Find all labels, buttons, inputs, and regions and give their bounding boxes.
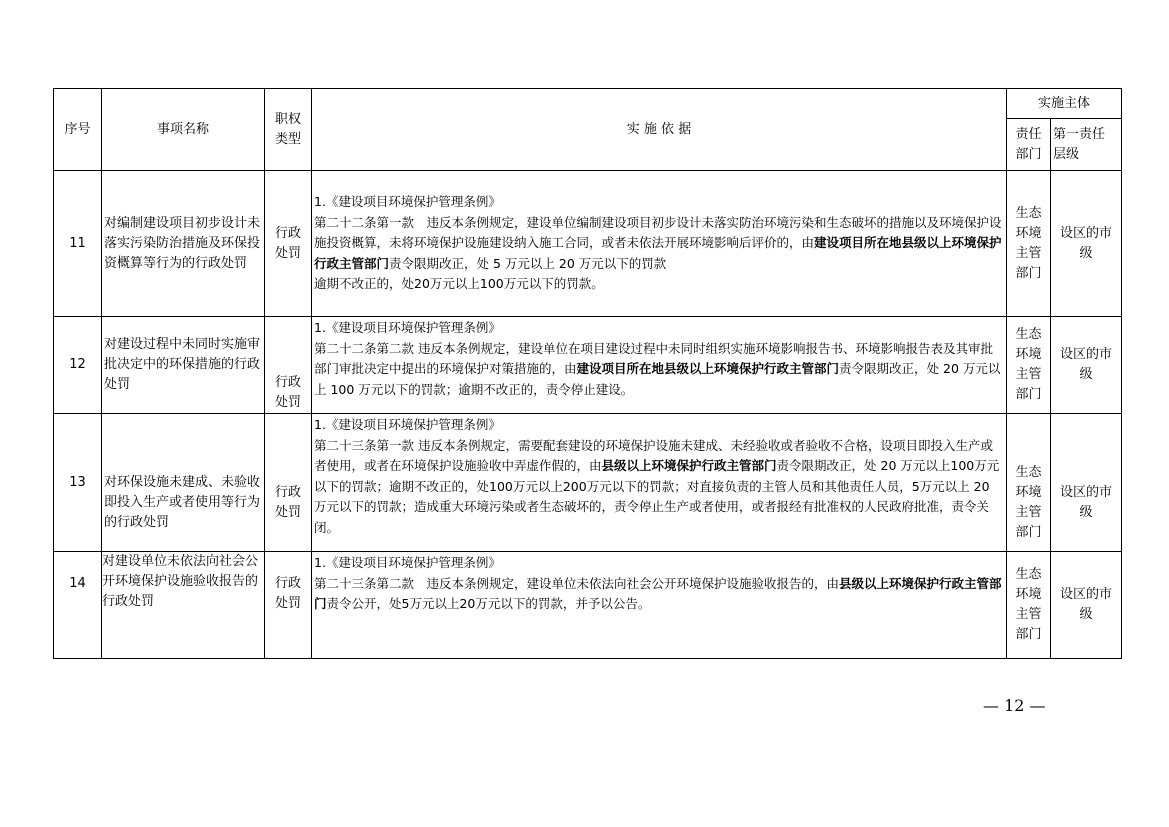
penalty-table [53, 88, 1122, 659]
row-type: 行政处罚 [265, 317, 312, 414]
header-num: 序号 [54, 89, 102, 171]
row-dept: 生态环境主管部门 [1007, 171, 1051, 317]
row-dept: 生态环境主管部门 [1007, 317, 1051, 414]
row-basis: 1.《建设项目环境保护管理条例》 第二十三条第二款 违反本条例规定，建设单位未依法向社会公开环境保护设施验收报告的，由县级以上环境保护行政主管部门责令公开，处5万元以上20万元以下的罚款，并予以公告。 [312, 552, 1007, 659]
row-type: 行政处罚 [265, 414, 312, 552]
row-level: 设区的市级 [1051, 171, 1122, 317]
row-level: 设区的市级 [1051, 552, 1122, 659]
table-row [54, 414, 1122, 552]
row-level: 设区的市级 [1051, 317, 1122, 414]
row-dept: 生态环境主管部门 [1007, 414, 1051, 552]
row-name: 对编制建设项目初步设计未落实污染防治措施及环保投资概算等行为的行政处罚 [102, 171, 265, 317]
header-dept: 责任部门 [1007, 119, 1051, 171]
header-level: 第一责任层级 [1051, 119, 1122, 171]
header-basis: 实 施 依 据 [312, 89, 1007, 171]
header-type: 职权类型 [265, 89, 312, 171]
row-num: 14 [54, 552, 102, 659]
header-subject: 实施主体 [1007, 89, 1122, 119]
row-num: 12 [54, 317, 102, 414]
header-name: 事项名称 [102, 89, 265, 171]
row-basis: 1.《建设项目环境保护管理条例》 第二十二条第一款 违反本条例规定，建设单位编制建设项目初步设计未落实防治环境污染和生态破坏的措施以及环境保护设施投资概算，未将环境保护设施建设纳入施工合同，或者未依法开展环境影响后评价的，由建设项目所在地县级以上环境保护行政主管部门责令限期改正，处 5 万元以上 20 万元以下的罚款 逾期不改正的，处20万元以上100万元以下的罚款。 [312, 171, 1007, 317]
row-num: 13 [54, 414, 102, 552]
table-row [54, 317, 1122, 414]
row-dept: 生态环境主管部门 [1007, 552, 1051, 659]
row-basis: 1.《建设项目环境保护管理条例》 第二十二条第二款 违反本条例规定，建设单位在项目建设过程中未同时组织实施环境影响报告书、环境影响报告表及其审批部门审批决定中提出的环境保护对策措施的，由建设项目所在地县级以上环境保护行政主管部门责令限期改正，处 20 万元以上 100 万元以下的罚款；逾期不改正的，责令停止建设。 [312, 317, 1007, 414]
table-row [54, 171, 1122, 317]
row-type: 行政处罚 [265, 552, 312, 659]
row-basis: 1.《建设项目环境保护管理条例》 第二十三条第一款 违反本条例规定，需要配套建设的环境保护设施未建成、未经验收或者验收不合格，设项目即投入生产或者使用，或者在环境保护设施验收中弄虚作假的，由县级以上环境保护行政主管部门责令限期改正，处 20 万元以上100万元以下的罚款；逾期不改正的，处100万元以上200万元以下的罚款；对直接负责的主管人员和其他责任人员，5万元以上 20 万元以下的罚款；造成重大环境污染或者生态破坏的，责令停止生产或者使用，或者报经有批准权的人民政府批准，责令关闭。 [312, 414, 1007, 552]
row-num: 11 [54, 171, 102, 317]
row-name: 对环保设施未建成、未验收即投入生产或者使用等行为的行政处罚 [102, 414, 265, 552]
row-name: 对建设过程中未同时实施审批决定中的环保措施的行政处罚 [102, 317, 265, 414]
row-name: 对建设单位未依法向社会公开环境保护设施验收报告的行政处罚 [102, 552, 265, 659]
row-level: 设区的市级 [1051, 414, 1122, 552]
table-row [54, 552, 1122, 659]
row-type: 行政处罚 [265, 171, 312, 317]
page-number: — 12 — [983, 696, 1046, 715]
